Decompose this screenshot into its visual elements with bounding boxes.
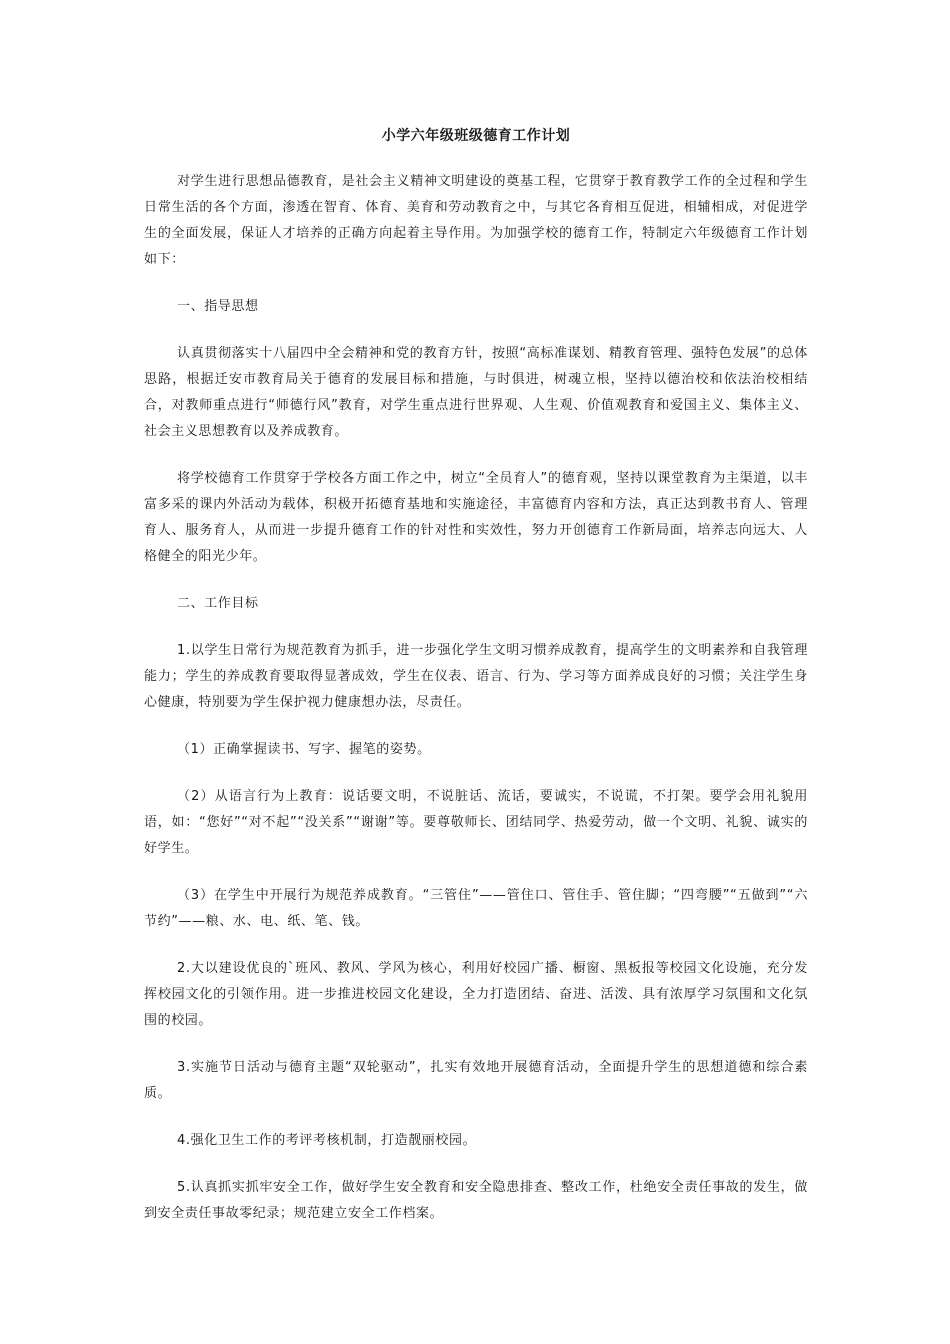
goal-1-paragraph: 1.以学生日常行为规范教育为抓手，进一步强化学生文明习惯养成教育，提高学生的文明素养和自我管理能力；学生的养成教育要取得显著成效，学生在仪表、语言、行为、学习等方面养成良好的习惯；关注学生身心健康，特别要为学生保护视力健康想办法，尽责任。 — [144, 643, 808, 710]
goal-3-paragraph: 3.实施节日活动与德育主题“双轮驱动”，扎实有效地开展德育活动，全面提升学生的思想道德和综合素质。 — [144, 1060, 808, 1101]
document-page — [144, 125, 808, 1248]
goal-4-paragraph: 4.强化卫生工作的考评考核机制，打造靓丽校园。 — [177, 1133, 477, 1148]
section-heading-guiding-ideology: 一、指导思想 — [177, 299, 259, 314]
goal-1-sub-item-3: （3）在学生中开展行为规范养成教育。“三管住”——管住口、管住手、管住脚；“四弯腰”“五做到”“六节约”——粮、水、电、纸、笔、钱。 — [144, 888, 808, 929]
goal-2-paragraph: 2.大以建设优良的`班风、教风、学风为核心，利用好校园广播、橱窗、黑板报等校园文化设施，充分发挥校园文化的引领作用。进一步推进校园文化建设，全力打造团结、奋进、活泼、具有浓厚学习氛围和文化氛围的校园。 — [144, 961, 808, 1028]
document-title: 小学六年级班级德育工作计划 — [381, 128, 571, 144]
goal-5-paragraph: 5.认真抓实抓牢安全工作，做好学生安全教育和安全隐患排查、整改工作，杜绝安全责任事故的发生，做到安全责任事故零纪录；规范建立安全工作档案。 — [144, 1180, 808, 1221]
goal-1-sub-item-2: （2）从语言行为上教育：说话要文明，不说脏话、流话，要诚实，不说谎，不打架。要学会用礼貌用语，如：“您好”“对不起”“没关系”“谢谢”等。要尊敬师长、团结同学、热爱劳动，做一个文明、礼貌、诚实的好学生。 — [144, 789, 808, 856]
guiding-ideology-paragraph-1: 认真贯彻落实十八届四中全会精神和党的教育方针，按照“高标准谋划、精教育管理、强特色发展”的总体思路，根据迁安市教育局关于德育的发展目标和措施，与时俱进，树魂立根，坚持以德治校和依法治校相结合，对教师重点进行“师德行风”教育，对学生重点进行世界观、人生观、价值观教育和爱国主义、集体主义、社会主义思想教育以及养成教育。 — [144, 346, 808, 439]
goal-1-sub-item-1: （1）正确掌握读书、写字、握笔的姿势。 — [177, 742, 431, 757]
section-heading-work-goals: 二、工作目标 — [177, 596, 259, 611]
guiding-ideology-paragraph-2: 将学校德育工作贯穿于学校各方面工作之中，树立“全员育人”的德育观，坚持以课堂教育为主渠道，以丰富多采的课内外活动为载体，积极开拓德育基地和实施途径，丰富德育内容和方法，真正达到教书育人、管理育人、服务育人，从而进一步提升德育工作的针对性和实效性，努力开创德育工作新局面，培养志向远大、人格健全的阳光少年。 — [144, 471, 808, 564]
intro-paragraph: 对学生进行思想品德教育，是社会主义精神文明建设的奠基工程，它贯穿于教育教学工作的全过程和学生日常生活的各个方面，渗透在智育、体育、美育和劳动教育之中，与其它各育相互促进，相辅相成，对促进学生的全面发展，保证人才培养的正确方向起着主导作用。为加强学校的德育工作，特制定六年级德育工作计划如下： — [144, 174, 808, 267]
